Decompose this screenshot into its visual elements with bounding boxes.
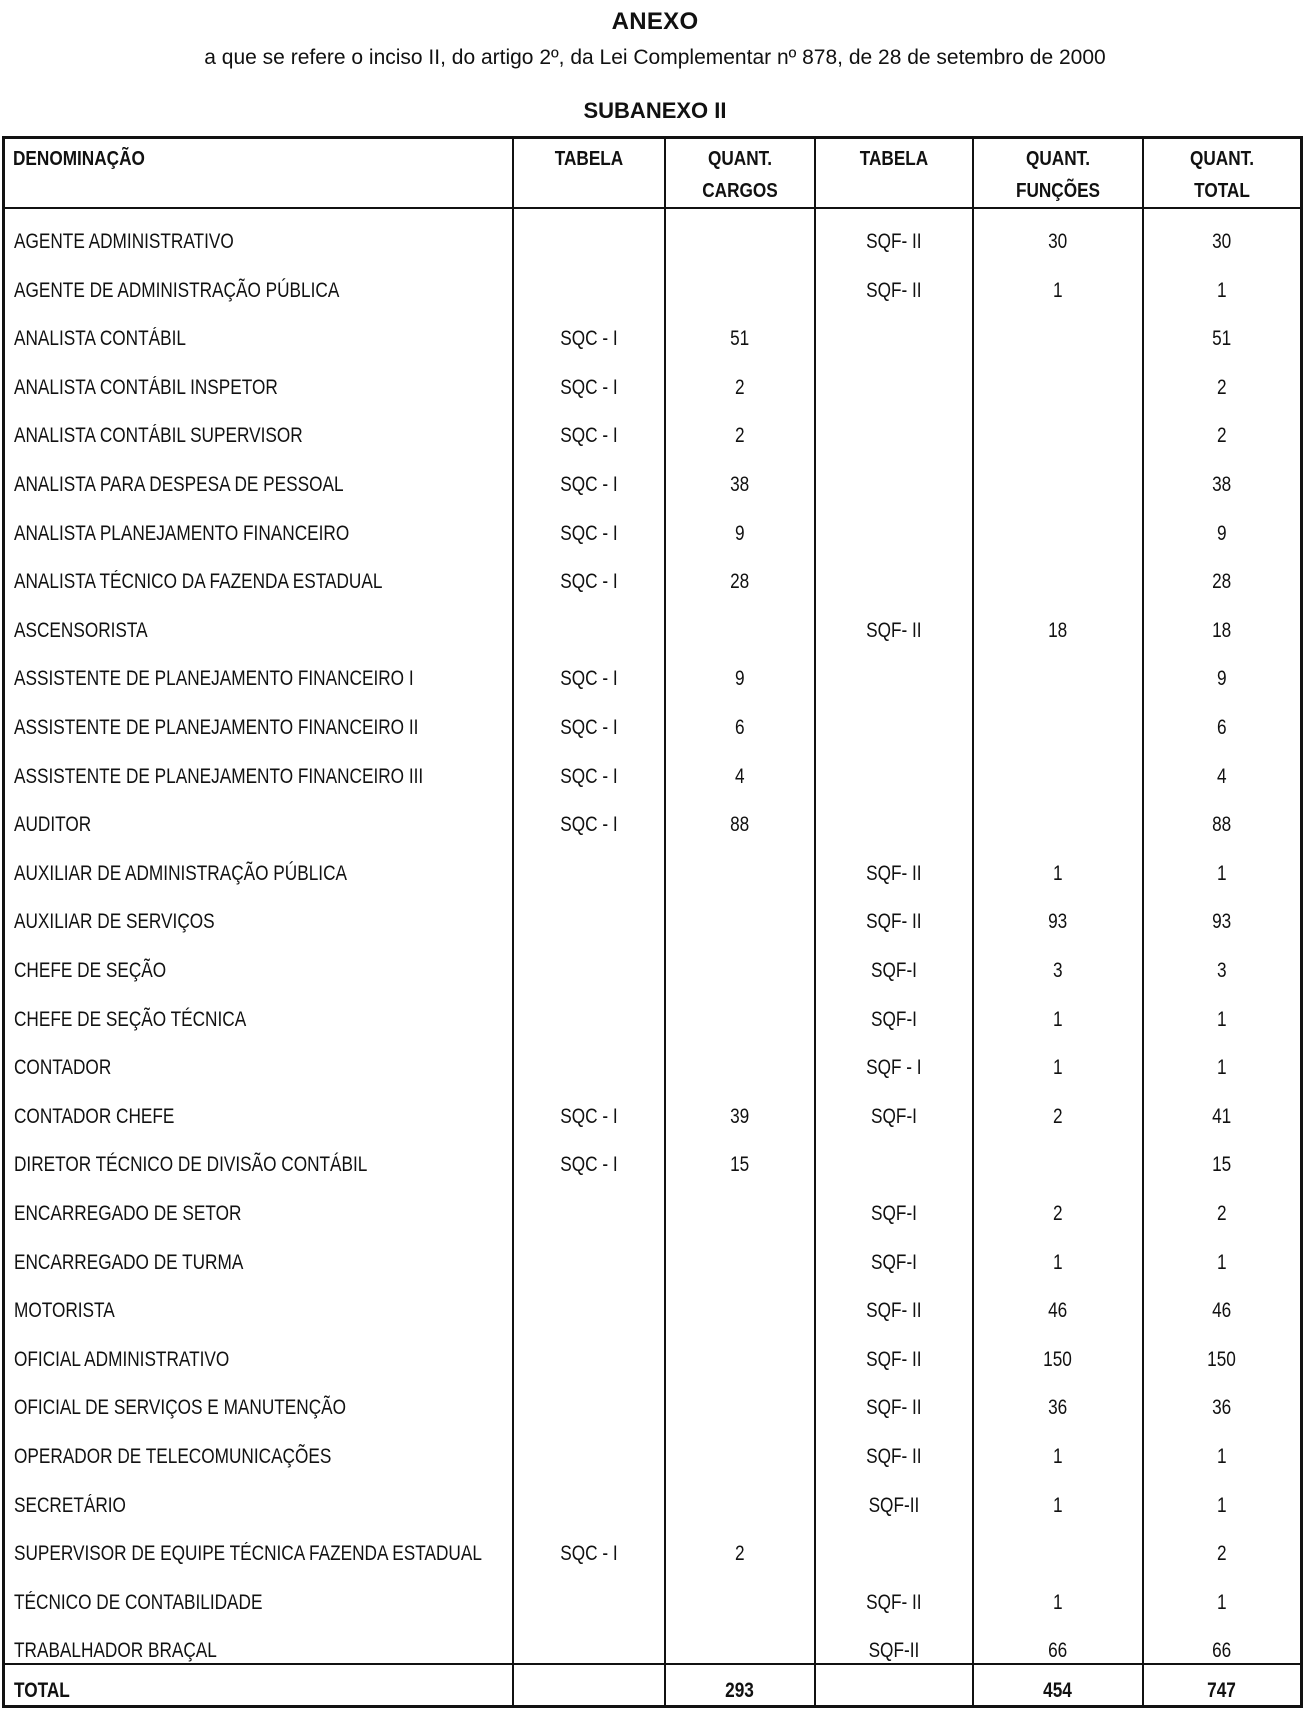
table-row <box>5 1095 1300 1139</box>
row-quant-total: 66 <box>1212 1639 1232 1663</box>
row-tabela-funcoes: SQF-I <box>871 1202 917 1225</box>
total-quant-cargos: 293 <box>725 1679 755 1702</box>
row-tabela-cargos <box>514 1241 664 1285</box>
table-row <box>5 998 1300 1042</box>
row-quant-funcoes: 93 <box>1048 910 1068 934</box>
row-tabela-cargos <box>514 900 664 944</box>
row-tabela-cargos: SQC - I <box>560 473 618 496</box>
row-tabela-funcoes <box>816 463 972 507</box>
row-quant-total: 1 <box>1217 1493 1227 1517</box>
row-quant-funcoes: 1 <box>1053 861 1063 885</box>
table-row <box>5 269 1300 313</box>
table-row <box>5 366 1300 410</box>
row-quant-total: 93 <box>1212 910 1232 934</box>
row-tabela-funcoes <box>816 1143 972 1187</box>
row-quant-total: 28 <box>1212 570 1232 594</box>
row-tabela-funcoes <box>816 414 972 458</box>
table-row <box>5 1338 1300 1382</box>
row-quant-total: 2 <box>1217 1542 1227 1566</box>
header-quant-total-line1: QUANT. <box>1189 148 1255 170</box>
row-quant-funcoes: 3 <box>1053 959 1063 982</box>
row-quant-cargos <box>666 1581 814 1625</box>
row-denominacao: ANALISTA CONTÁBIL SUPERVISOR <box>14 424 303 448</box>
row-quant-funcoes <box>974 560 1142 604</box>
header-quant-total-line2: TOTAL <box>1194 180 1250 202</box>
row-quant-funcoes <box>974 1532 1142 1576</box>
row-quant-cargos <box>666 1192 814 1236</box>
row-tabela-funcoes: SQF- II <box>866 910 922 934</box>
row-quant-total: 15 <box>1212 1153 1232 1177</box>
row-quant-funcoes <box>974 414 1142 458</box>
row-tabela-funcoes: SQF- II <box>866 1590 922 1614</box>
row-tabela-cargos: SQC - I <box>560 521 618 545</box>
row-tabela-funcoes <box>816 1532 972 1576</box>
header-tabela-cargos: TABELA <box>554 148 624 170</box>
row-denominacao: ENCARREGADO DE TURMA <box>14 1250 244 1274</box>
row-quant-total: 9 <box>1217 521 1227 545</box>
row-tabela-funcoes <box>816 657 972 701</box>
row-tabela-cargos <box>514 1435 664 1479</box>
row-tabela-funcoes <box>816 366 972 410</box>
row-quant-total: 2 <box>1217 375 1227 399</box>
header-quant-cargos-line1: QUANT. <box>707 148 773 170</box>
row-tabela-cargos <box>514 998 664 1042</box>
row-quant-cargos: 15 <box>730 1153 750 1177</box>
row-quant-funcoes: 2 <box>1053 1202 1063 1225</box>
table-row <box>5 1629 1300 1673</box>
row-tabela-cargos: SQC - I <box>560 716 618 739</box>
row-quant-cargos <box>666 1484 814 1528</box>
row-quant-cargos <box>666 949 814 993</box>
row-denominacao: ANALISTA CONTÁBIL <box>14 327 186 351</box>
row-quant-funcoes: 1 <box>1053 1056 1063 1080</box>
row-denominacao: DIRETOR TÉCNICO DE DIVISÃO CONTÁBIL <box>14 1153 368 1177</box>
row-tabela-cargos <box>514 269 664 313</box>
row-denominacao: ANALISTA PLANEJAMENTO FINANCEIRO <box>14 521 350 545</box>
row-quant-total: 9 <box>1217 667 1227 691</box>
table-row <box>5 1046 1300 1090</box>
row-quant-funcoes <box>974 755 1142 799</box>
row-quant-total: 4 <box>1217 764 1227 788</box>
row-quant-total: 2 <box>1217 1202 1227 1225</box>
row-denominacao: ASSISTENTE DE PLANEJAMENTO FINANCEIRO II <box>14 716 419 739</box>
row-quant-funcoes <box>974 317 1142 361</box>
row-tabela-cargos <box>514 949 664 993</box>
row-quant-funcoes: 150 <box>1043 1347 1073 1371</box>
row-tabela-cargos <box>514 1484 664 1528</box>
table-row <box>5 755 1300 799</box>
row-tabela-cargos <box>514 220 664 264</box>
row-denominacao: CONTADOR CHEFE <box>14 1104 175 1128</box>
table-row <box>5 414 1300 458</box>
row-quant-funcoes: 1 <box>1053 1590 1063 1614</box>
row-quant-funcoes <box>974 463 1142 507</box>
row-quant-cargos <box>666 1289 814 1333</box>
row-tabela-funcoes: SQF- II <box>866 1299 922 1323</box>
row-quant-funcoes: 1 <box>1053 1007 1063 1031</box>
table-row <box>5 609 1300 653</box>
total-row <box>5 1669 1300 1713</box>
row-tabela-funcoes: SQF-I <box>871 1104 917 1128</box>
header-quant-funcoes-line1: QUANT. <box>1025 148 1091 170</box>
row-quant-funcoes: 1 <box>1053 278 1063 302</box>
table-row <box>5 317 1300 361</box>
table-row <box>5 706 1300 750</box>
row-tabela-cargos <box>514 1289 664 1333</box>
table-row <box>5 220 1300 264</box>
row-quant-total: 36 <box>1212 1396 1232 1420</box>
row-quant-funcoes: 1 <box>1053 1445 1063 1468</box>
row-quant-total: 6 <box>1217 716 1227 739</box>
row-denominacao: OFICIAL DE SERVIÇOS E MANUTENÇÃO <box>14 1396 347 1420</box>
row-tabela-funcoes <box>816 512 972 556</box>
row-tabela-cargos: SQC - I <box>560 667 618 691</box>
table-row <box>5 1581 1300 1625</box>
table-row <box>5 949 1300 993</box>
row-quant-funcoes: 1 <box>1053 1250 1063 1274</box>
row-quant-cargos: 2 <box>735 1542 745 1566</box>
table-row <box>5 803 1300 847</box>
section-title: SUBANEXO II <box>583 98 727 123</box>
row-denominacao: ANALISTA PARA DESPESA DE PESSOAL <box>14 473 344 496</box>
table-row <box>5 512 1300 556</box>
header-denominacao: DENOMINAÇÃO <box>13 148 145 170</box>
row-tabela-cargos <box>514 1629 664 1673</box>
row-tabela-cargos: SQC - I <box>560 1542 618 1566</box>
row-tabela-cargos: SQC - I <box>560 813 618 837</box>
row-denominacao: ANALISTA CONTÁBIL INSPETOR <box>14 375 278 399</box>
total-quant-funcoes: 454 <box>1043 1679 1073 1702</box>
row-tabela-funcoes: SQF- II <box>866 230 922 253</box>
row-quant-cargos <box>666 1629 814 1673</box>
row-quant-total: 2 <box>1217 424 1227 448</box>
row-quant-total: 18 <box>1212 618 1232 642</box>
row-tabela-funcoes: SQF - I <box>866 1056 922 1080</box>
row-quant-total: 1 <box>1217 1445 1227 1468</box>
row-tabela-cargos <box>514 852 664 896</box>
row-quant-funcoes <box>974 366 1142 410</box>
row-denominacao: AUXILIAR DE SERVIÇOS <box>14 910 215 934</box>
row-quant-cargos: 4 <box>735 764 745 788</box>
row-quant-funcoes <box>974 803 1142 847</box>
row-quant-funcoes: 36 <box>1048 1396 1068 1420</box>
row-quant-cargos: 39 <box>730 1104 750 1128</box>
header-quant-cargos-line2: CARGOS <box>702 180 778 202</box>
row-quant-total: 1 <box>1217 278 1227 302</box>
row-quant-cargos: 51 <box>730 327 750 351</box>
table-row <box>5 852 1300 896</box>
row-tabela-funcoes <box>816 706 972 750</box>
row-quant-funcoes: 1 <box>1053 1493 1063 1517</box>
row-quant-total: 1 <box>1217 1590 1227 1614</box>
row-quant-cargos <box>666 1435 814 1479</box>
row-tabela-cargos: SQC - I <box>560 570 618 594</box>
row-denominacao: ASCENSORISTA <box>14 618 148 642</box>
row-quant-funcoes: 66 <box>1048 1639 1068 1663</box>
row-denominacao: CHEFE DE SEÇÃO TÉCNICA <box>14 1007 247 1031</box>
row-denominacao: TÉCNICO DE CONTABILIDADE <box>14 1590 263 1614</box>
row-tabela-cargos: SQC - I <box>560 1153 618 1177</box>
row-tabela-cargos: SQC - I <box>560 1104 618 1128</box>
row-quant-cargos <box>666 220 814 264</box>
row-tabela-funcoes: SQF-I <box>871 1250 917 1274</box>
row-tabela-cargos <box>514 1338 664 1382</box>
row-denominacao: ASSISTENTE DE PLANEJAMENTO FINANCEIRO I <box>14 667 414 691</box>
row-tabela-funcoes <box>816 317 972 361</box>
row-tabela-funcoes: SQF-II <box>868 1493 920 1517</box>
row-quant-cargos <box>666 1241 814 1285</box>
table-row <box>5 560 1300 604</box>
row-tabela-funcoes: SQF-I <box>871 959 917 982</box>
table-row <box>5 1386 1300 1430</box>
row-quant-total: 30 <box>1212 230 1232 253</box>
row-denominacao: AUDITOR <box>14 813 92 837</box>
row-quant-funcoes: 18 <box>1048 618 1068 642</box>
row-quant-cargos <box>666 998 814 1042</box>
row-quant-total: 1 <box>1217 1007 1227 1031</box>
row-quant-cargos <box>666 1338 814 1382</box>
row-quant-cargos: 9 <box>735 667 745 691</box>
row-quant-cargos <box>666 1046 814 1090</box>
row-denominacao: CHEFE DE SEÇÃO <box>14 959 167 982</box>
row-tabela-cargos <box>514 1386 664 1430</box>
row-denominacao: CONTADOR <box>14 1056 112 1080</box>
row-quant-funcoes <box>974 657 1142 701</box>
page-subtitle: a que se refere o inciso II, do artigo 2º, da Lei Complementar nº 878, de 28 de setembro de 2000 <box>204 46 1106 69</box>
row-tabela-cargos: SQC - I <box>560 764 618 788</box>
row-tabela-funcoes: SQF- II <box>866 618 922 642</box>
row-tabela-funcoes: SQF-I <box>871 1007 917 1031</box>
header-divider <box>5 207 1300 209</box>
row-denominacao: SECRETÁRIO <box>14 1493 126 1517</box>
row-quant-cargos: 2 <box>735 375 745 399</box>
row-quant-total: 51 <box>1212 327 1232 351</box>
row-tabela-cargos <box>514 1192 664 1236</box>
row-denominacao: OFICIAL ADMINISTRATIVO <box>14 1347 230 1371</box>
row-tabela-cargos <box>514 1581 664 1625</box>
row-quant-total: 150 <box>1207 1347 1237 1371</box>
row-tabela-cargos <box>514 609 664 653</box>
table-row <box>5 1241 1300 1285</box>
row-tabela-funcoes: SQF- II <box>866 278 922 302</box>
row-quant-funcoes: 46 <box>1048 1299 1068 1323</box>
row-quant-cargos <box>666 269 814 313</box>
table-row <box>5 900 1300 944</box>
row-tabela-funcoes <box>816 560 972 604</box>
table-row <box>5 1484 1300 1528</box>
header-quant-funcoes-line2: FUNÇÕES <box>1015 180 1101 202</box>
row-quant-total: 46 <box>1212 1299 1232 1323</box>
row-denominacao: TRABALHADOR BRAÇAL <box>14 1639 217 1663</box>
row-denominacao: SUPERVISOR DE EQUIPE TÉCNICA FAZENDA ESTADUAL <box>14 1542 482 1566</box>
row-tabela-funcoes <box>816 803 972 847</box>
row-tabela-funcoes: SQF- II <box>866 1396 922 1420</box>
row-tabela-funcoes: SQF- II <box>866 1445 922 1468</box>
table-row <box>5 463 1300 507</box>
row-quant-cargos: 6 <box>735 716 745 739</box>
row-tabela-cargos: SQC - I <box>560 375 618 399</box>
total-quant-total: 747 <box>1207 1679 1237 1702</box>
row-tabela-funcoes: SQF- II <box>866 1347 922 1371</box>
row-tabela-funcoes <box>816 755 972 799</box>
row-quant-cargos <box>666 609 814 653</box>
table-row <box>5 1192 1300 1236</box>
page-title: ANEXO <box>611 8 699 35</box>
row-quant-funcoes <box>974 706 1142 750</box>
row-quant-total: 3 <box>1217 959 1227 982</box>
row-quant-cargos: 9 <box>735 521 745 545</box>
row-quant-total: 38 <box>1212 473 1232 496</box>
row-quant-cargos <box>666 1386 814 1430</box>
row-denominacao: AGENTE DE ADMINISTRAÇÃO PÚBLICA <box>14 278 340 302</box>
row-denominacao: MOTORISTA <box>14 1299 115 1323</box>
row-quant-cargos: 88 <box>730 813 750 837</box>
row-quant-cargos <box>666 900 814 944</box>
table-row <box>5 1143 1300 1187</box>
row-quant-total: 88 <box>1212 813 1232 837</box>
row-quant-cargos <box>666 852 814 896</box>
row-quant-funcoes <box>974 1143 1142 1187</box>
row-quant-total: 41 <box>1212 1104 1232 1128</box>
header-tabela-funcoes: TABELA <box>859 148 929 170</box>
row-denominacao: AUXILIAR DE ADMINISTRAÇÃO PÚBLICA <box>14 861 348 885</box>
row-denominacao: AGENTE ADMINISTRATIVO <box>14 230 234 253</box>
row-quant-cargos: 28 <box>730 570 750 594</box>
row-quant-funcoes <box>974 512 1142 556</box>
row-tabela-funcoes: SQF-II <box>868 1639 920 1663</box>
row-quant-total: 1 <box>1217 1250 1227 1274</box>
positions-table <box>2 136 1303 1708</box>
row-denominacao: ANALISTA TÉCNICO DA FAZENDA ESTADUAL <box>14 570 383 594</box>
table-row <box>5 1435 1300 1479</box>
total-label: TOTAL <box>14 1679 70 1702</box>
table-row <box>5 1289 1300 1333</box>
table-row <box>5 1532 1300 1576</box>
row-quant-total: 1 <box>1217 861 1227 885</box>
row-denominacao: ENCARREGADO DE SETOR <box>14 1202 242 1225</box>
row-quant-cargos: 2 <box>735 424 745 448</box>
row-tabela-cargos: SQC - I <box>560 327 618 351</box>
row-tabela-funcoes: SQF- II <box>866 861 922 885</box>
row-quant-cargos: 38 <box>730 473 750 496</box>
row-quant-total: 1 <box>1217 1056 1227 1080</box>
table-row <box>5 657 1300 701</box>
row-tabela-cargos: SQC - I <box>560 424 618 448</box>
row-quant-funcoes: 30 <box>1048 230 1068 253</box>
row-tabela-cargos <box>514 1046 664 1090</box>
row-quant-funcoes: 2 <box>1053 1104 1063 1128</box>
row-denominacao: ASSISTENTE DE PLANEJAMENTO FINANCEIRO III <box>14 764 424 788</box>
row-denominacao: OPERADOR DE TELECOMUNICAÇÕES <box>14 1445 332 1468</box>
